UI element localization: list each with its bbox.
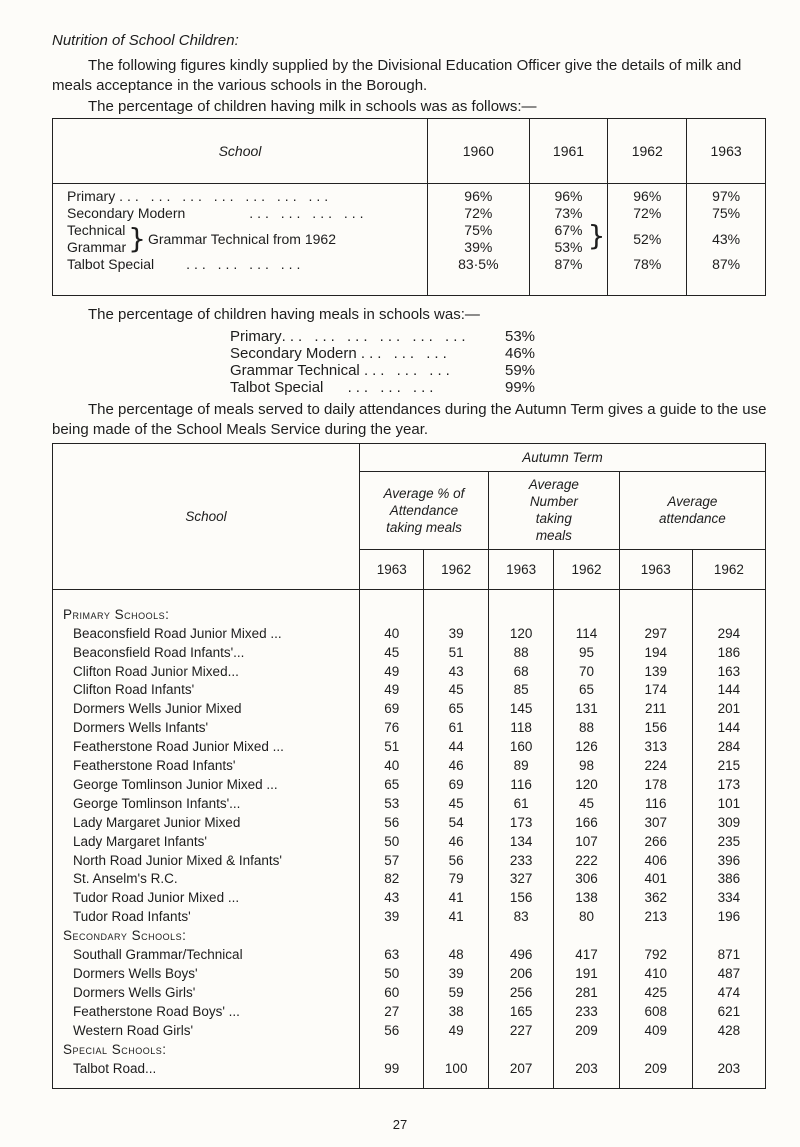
avg-percent-header: Average % of Attendance taking meals [360,471,489,549]
school-name: Dormers Wells Junior Mixed [73,701,242,717]
meals-intro [52,305,768,325]
table-cell: 173 [488,814,553,833]
table-cell: 95 [554,644,619,663]
table-cell: 49 [360,681,424,700]
table-cell: 139 [619,663,692,682]
att-year-header: 1963 [360,550,424,590]
table-cell: 51 [424,644,488,663]
school-name: George Tomlinson Junior Mixed ... [73,776,278,792]
milk-value: 96% [633,188,662,204]
table-row [53,870,766,889]
table-cell: 131 [554,700,619,719]
table-cell: 178 [619,776,692,795]
table-cell: 39 [424,625,488,644]
meals-list [230,328,565,396]
att-body [53,589,766,1088]
intro-paragraph [52,56,768,96]
milk-row-label: Technical [67,222,126,238]
table-cell: 138 [554,889,619,908]
table-cell: 76 [360,719,424,738]
school-name: St. Anselm's R.C. [73,871,178,887]
table-cell: 621 [692,1003,765,1022]
section-row [53,927,766,946]
school-name: Lady Margaret Infants' [73,833,207,849]
table-cell: 209 [554,1022,619,1041]
school-name: George Tomlinson Infants'... [73,795,241,811]
table-cell: 56 [360,814,424,833]
table-cell: 69 [360,700,424,719]
table-cell: 396 [692,852,765,871]
milk-value: 78% [633,256,662,272]
att-year-header: 1962 [692,550,765,590]
school-name: Featherstone Road Infants' [73,758,236,774]
milk-1963-column [687,184,766,296]
att-year-header: 1963 [488,550,553,590]
table-cell: 49 [424,1022,488,1041]
school-name: Featherstone Road Junior Mixed ... [73,739,284,755]
table-cell: 163 [692,663,765,682]
table-row [53,852,766,871]
table-cell: 215 [692,757,765,776]
table-cell: 63 [360,946,424,965]
milk-year-header: 1961 [529,119,608,184]
list-item: Primary... ... ... ... ... ... 53% [230,328,536,345]
milk-value: 96% [464,188,493,204]
combined-label: Grammar Technical from 1962 [147,231,336,247]
milk-1961-column [529,184,608,296]
section-heading: Nutrition of School Children: [52,32,239,49]
table-cell: 474 [692,984,765,1003]
table-cell: 233 [554,1003,619,1022]
school-name: Lady Margaret Junior Mixed [73,814,241,830]
table-cell: 227 [488,1022,553,1041]
table-cell: 233 [488,852,553,871]
milk-value: 52% [633,231,662,247]
school-name: Dormers Wells Girls' [73,984,196,1000]
table-cell: 166 [554,814,619,833]
table-cell: 297 [619,625,692,644]
milk-value: 75% [712,205,741,221]
milk-1962-column [608,184,687,296]
table-cell: 43 [424,663,488,682]
milk-year-header: 1962 [608,119,687,184]
section-row [53,606,766,625]
att-year-header: 1963 [619,550,692,590]
table-cell: 60 [360,984,424,1003]
table-cell: 213 [619,908,692,927]
table-cell: 48 [424,946,488,965]
table-cell: 41 [424,889,488,908]
table-cell: 294 [692,625,765,644]
table-row [53,644,766,663]
table-cell: 53 [360,795,424,814]
table-cell: 256 [488,984,553,1003]
table-row [53,719,766,738]
table-row [53,757,766,776]
milk-value: 83·5% [458,256,499,272]
table-row [53,889,766,908]
list-item: Grammar Technical ... ... ... 59% [230,362,536,379]
table-cell: 307 [619,814,692,833]
table-row [53,625,766,644]
milk-value: 72% [464,205,493,221]
table-cell: 100 [424,1060,488,1079]
table-cell: 45 [424,681,488,700]
table-cell: 134 [488,833,553,852]
table-row [53,681,766,700]
avg-number-header: Average Number taking meals [488,471,619,549]
milk-1960-column [428,184,530,296]
table-cell: 85 [488,681,553,700]
milk-intro [52,97,768,117]
table-cell: 69 [424,776,488,795]
list-item: Secondary Modern ... ... ... 46% [230,345,536,362]
table-cell: 89 [488,757,553,776]
milk-year-header: 1963 [687,119,766,184]
table-cell: 334 [692,889,765,908]
table-row [53,908,766,927]
table-cell: 224 [619,757,692,776]
table-cell: 88 [488,644,553,663]
table-cell: 792 [619,946,692,965]
table-cell: 61 [424,719,488,738]
table-cell: 401 [619,870,692,889]
table-cell: 45 [554,795,619,814]
milk-value: 97% [712,188,741,204]
school-name: Dormers Wells Infants' [73,720,209,736]
table-cell: 41 [424,908,488,927]
table-cell: 82 [360,870,424,889]
school-name: Clifton Road Infants' [73,682,195,698]
table-cell: 83 [488,908,553,927]
table-cell: 327 [488,870,553,889]
table-cell: 120 [554,776,619,795]
table-cell: 266 [619,833,692,852]
milk-value: 43% [712,231,741,247]
milk-value: 87% [712,256,741,272]
table-cell: 284 [692,738,765,757]
table-row [53,795,766,814]
table-cell: 186 [692,644,765,663]
table-cell: 57 [360,852,424,871]
table-cell: 410 [619,965,692,984]
table-cell: 88 [554,719,619,738]
school-name: North Road Junior Mixed & Infants' [73,852,282,868]
milk-value: 53% [554,239,583,255]
school-name: Western Road Girls' [73,1022,194,1038]
table-cell: 65 [554,681,619,700]
milk-value: 73% [554,205,583,221]
table-cell: 101 [692,795,765,814]
table-row [53,738,766,757]
milk-intro-text: The percentage of children having milk in schools was as follows:— [88,98,537,115]
table-cell: 38 [424,1003,488,1022]
table-cell: 203 [692,1060,765,1079]
table-cell: 54 [424,814,488,833]
table-cell: 51 [360,738,424,757]
milk-school-header: School [53,119,428,184]
milk-row-label: Primary ... ... ... ... ... ... ... [67,188,333,204]
table-cell: 46 [424,757,488,776]
section-heading: Primary Schools: [63,606,170,622]
table-cell: 207 [488,1060,553,1079]
table-cell: 362 [619,889,692,908]
table-cell: 39 [424,965,488,984]
table-row [53,965,766,984]
school-name: Beaconsfield Road Junior Mixed ... [73,625,282,641]
table-row [53,700,766,719]
school-name: Tudor Road Junior Mixed ... [73,890,240,906]
table-cell: 61 [488,795,553,814]
school-name: Tudor Road Infants' [73,909,191,925]
brace-icon: } [128,222,146,255]
table-cell: 40 [360,757,424,776]
table-cell: 222 [554,852,619,871]
table-cell: 114 [554,625,619,644]
table-cell: 425 [619,984,692,1003]
table-cell: 206 [488,965,553,984]
table-cell: 43 [360,889,424,908]
school-name: Featherstone Road Boys' ... [73,1003,240,1019]
table-cell: 174 [619,681,692,700]
table-row [53,776,766,795]
table-cell: 156 [619,719,692,738]
table-cell: 59 [424,984,488,1003]
table-cell: 194 [619,644,692,663]
table-cell: 44 [424,738,488,757]
milk-value: 39% [464,239,493,255]
table-cell: 107 [554,833,619,852]
table-cell: 235 [692,833,765,852]
table-cell: 173 [692,776,765,795]
milk-value: 87% [554,256,583,272]
table-cell: 39 [360,908,424,927]
school-name: Beaconsfield Road Infants'... [73,644,245,660]
milk-school-column [53,184,428,296]
milk-value: 75% [464,222,493,238]
table-cell: 118 [488,719,553,738]
school-name: Talbot Road... [73,1060,157,1076]
table-cell: 50 [360,965,424,984]
table-cell: 160 [488,738,553,757]
table-cell: 201 [692,700,765,719]
table-cell: 98 [554,757,619,776]
table-cell: 49 [360,663,424,682]
table-cell: 196 [692,908,765,927]
school-name: Dormers Wells Boys' [73,966,198,981]
table-cell: 40 [360,625,424,644]
list-item: Talbot Special ... ... ... 99% [230,379,536,396]
table-row [53,1060,766,1079]
milk-row-label: Talbot Special ... ... ... ... [67,256,305,272]
table-cell: 99 [360,1060,424,1079]
table-cell: 409 [619,1022,692,1041]
table-row [53,1003,766,1022]
table-cell: 65 [424,700,488,719]
table-cell: 126 [554,738,619,757]
milk-value: 96% [554,188,583,204]
table-cell: 65 [360,776,424,795]
table-cell: 165 [488,1003,553,1022]
table-cell: 145 [488,700,553,719]
table-cell: 68 [488,663,553,682]
school-name: Southall Grammar/Technical [73,947,243,963]
intro-text: The following figures kindly supplied by the Divisional Education Officer give the details of milk and meals acceptance in the various schools in the Borough. [52,57,742,94]
table-cell: 120 [488,625,553,644]
school-name: Clifton Road Junior Mixed... [73,663,239,679]
table-row [53,663,766,682]
attendance-table [52,443,766,1089]
att-year-header: 1962 [424,550,488,590]
table-cell: 156 [488,889,553,908]
table-cell: 116 [488,776,553,795]
milk-row-label: Grammar [67,239,127,255]
table-cell: 608 [619,1003,692,1022]
table-cell: 45 [360,644,424,663]
milk-year-header: 1960 [428,119,530,184]
brace-icon: } [587,219,606,252]
table-cell: 45 [424,795,488,814]
table-row [53,814,766,833]
milk-value: 67% [554,222,583,238]
table-cell: 80 [554,908,619,927]
table-cell: 281 [554,984,619,1003]
attendance-intro [52,400,768,440]
avg-attendance-header: Average attendance [619,471,765,549]
table-cell: 203 [554,1060,619,1079]
table-cell: 428 [692,1022,765,1041]
milk-value: 72% [633,205,662,221]
attendance-intro-text: The percentage of meals served to daily attendances during the Autumn Term gives a guide to the use being made of the School Meals Service during the year. [52,401,767,438]
table-cell: 116 [619,795,692,814]
table-cell: 27 [360,1003,424,1022]
table-cell: 46 [424,833,488,852]
att-year-header: 1962 [554,550,619,590]
table-cell: 406 [619,852,692,871]
table-cell: 50 [360,833,424,852]
page-number: 27 [392,1117,408,1132]
table-cell: 871 [692,946,765,965]
table-cell: 417 [554,946,619,965]
table-cell: 309 [692,814,765,833]
technical-grammar-group [53,222,427,256]
table-cell: 191 [554,965,619,984]
autumn-term-header: Autumn Term [360,444,766,472]
table-cell: 56 [424,852,488,871]
table-cell: 487 [692,965,765,984]
milk-table [52,118,766,296]
table-row [53,984,766,1003]
meals-intro-text: The percentage of children having meals in schools was:— [88,306,480,323]
att-school-header: School [53,444,360,590]
section-heading: Secondary Schools: [63,928,187,944]
table-cell: 144 [692,719,765,738]
table-cell: 313 [619,738,692,757]
table-cell: 386 [692,870,765,889]
table-cell: 70 [554,663,619,682]
table-cell: 79 [424,870,488,889]
table-cell: 144 [692,681,765,700]
table-row [53,1022,766,1041]
table-cell: 56 [360,1022,424,1041]
table-cell: 306 [554,870,619,889]
milk-row-label: Secondary Modern ... ... ... ... [67,205,368,221]
section-row [53,1041,766,1060]
table-cell: 496 [488,946,553,965]
table-row [53,833,766,852]
section-heading: Special Schools: [63,1041,167,1057]
table-cell: 211 [619,700,692,719]
table-cell: 209 [619,1060,692,1079]
table-row [53,946,766,965]
